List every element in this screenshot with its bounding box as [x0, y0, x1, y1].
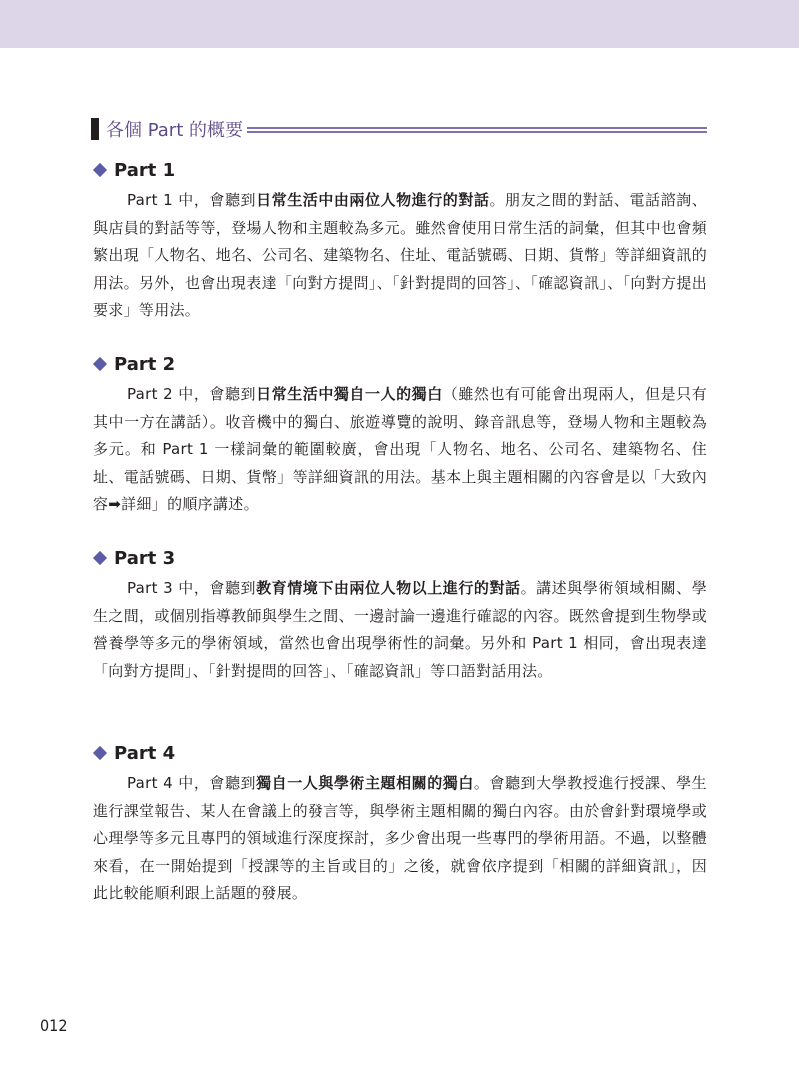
part-4-title: Part 4	[114, 742, 176, 764]
part-3-intro: Part 3 中，會聽到	[127, 579, 257, 597]
diamond-bullet-icon	[93, 357, 107, 371]
part-2-bold: 日常生活中獨自一人的獨白	[256, 385, 443, 403]
part-1-bold: 日常生活中由兩位人物進行的對話	[256, 191, 490, 209]
part-3-body	[93, 575, 707, 685]
part-1-heading	[93, 157, 707, 183]
diamond-bullet-icon	[93, 746, 107, 760]
part-2-section	[93, 351, 707, 519]
part-1-section	[93, 157, 707, 325]
part-1-title: Part 1	[114, 159, 176, 181]
part-2-body	[93, 381, 707, 519]
part-2-title: Part 2	[114, 353, 176, 375]
header-double-rule	[247, 127, 707, 133]
part-4-body	[93, 770, 707, 908]
part-4-bold: 獨自一人與學術主題相關的獨白	[256, 774, 474, 792]
part-3-section	[93, 545, 707, 685]
diamond-bullet-icon	[93, 163, 107, 177]
part-3-bold: 教育情境下由兩位人物以上進行的對話	[256, 579, 521, 597]
part-1-intro: Part 1 中，會聽到	[127, 191, 257, 209]
header-bar-icon	[91, 118, 99, 140]
section-header	[91, 116, 707, 142]
part-1-body	[93, 187, 707, 325]
page-number: 012	[40, 1016, 68, 1035]
part-2-intro: Part 2 中，會聽到	[127, 385, 257, 403]
part-2-heading	[93, 351, 707, 377]
part-4-intro: Part 4 中，會聽到	[127, 774, 257, 792]
part-2-rest: （雖然也有可能會出現兩人，但是只有其中一方在講話）。收音機中的獨白、旅遊導覽的說明、錄音訊息等，登場人物和主題較為多元。和 Part 1 一樣詞彙的範圍較廣，會出現「人物名、地名、公司名、建築物名、住址、電話號碼、日期、貨幣」等詳細資訊的用法。基本上與主題相關的內容會是以「大致內容➡詳細」的順序講述。	[93, 385, 707, 513]
diamond-bullet-icon	[93, 551, 107, 565]
part-4-heading	[93, 740, 707, 766]
section-title: 各個 Part 的概要	[106, 120, 243, 141]
part-1-rest: 。朋友之間的對話、電話諮詢、與店員的對話等等，登場人物和主題較為多元。雖然會使用日常生活的詞彙，但其中也會頻繁出現「人物名、地名、公司名、建築物名、住址、電話號碼、日期、貨幣」等詳細資訊的用法。另外，也會出現表達「向對方提問」、「針對提問的回答」、「確認資訊」、「向對方提出要求」等用法。	[93, 191, 707, 319]
part-3-rest: 。講述與學術領域相關、學生之間，或個別指導教師與學生之間、一邊討論一邊進行確認的內容。既然會提到生物學或營養學等多元的學術領域，當然也會出現學術性的詞彙。另外和 Part 1 相同，會出現表達「向對方提問」、「針對提問的回答」、「確認資訊」等口語對話用法。	[93, 579, 707, 680]
part-4-section	[93, 740, 707, 908]
part-3-heading	[93, 545, 707, 571]
part-4-rest: 。會聽到大學教授進行授課、學生進行課堂報告、某人在會議上的發言等，與學術主題相關的獨白內容。由於會針對環境學或心理學等多元且專門的領域進行深度探討，多少會出現一些專門的學術用語。不過，以整體來看，在一開始提到「授課等的主旨或目的」之後，就會依序提到「相關的詳細資訊」，因此比較能順利跟上話題的發展。	[93, 774, 707, 902]
top-color-band	[0, 0, 799, 48]
part-3-title: Part 3	[114, 547, 176, 569]
